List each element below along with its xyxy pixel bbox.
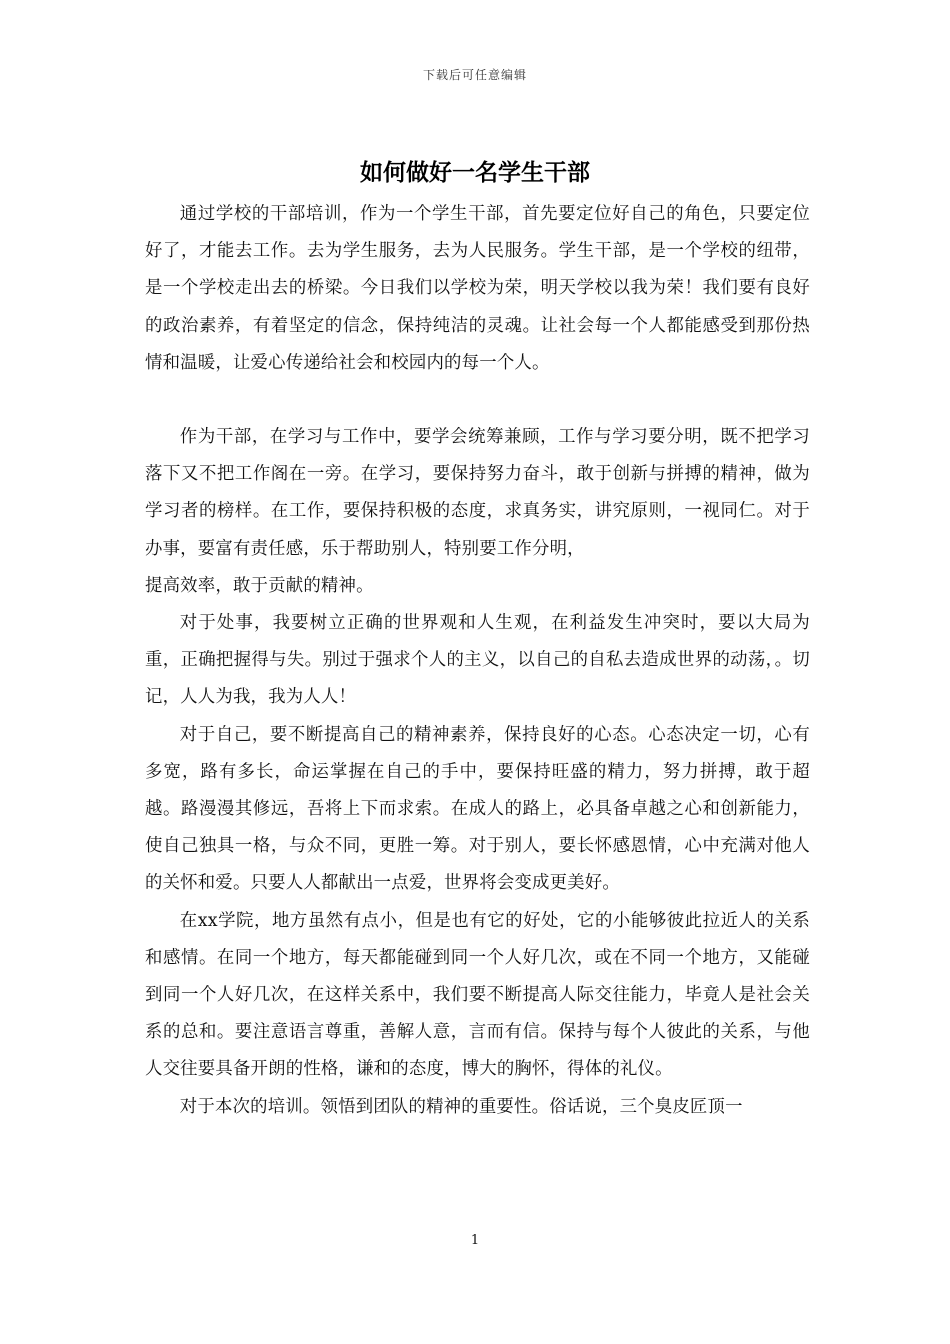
page-number: 1	[470, 1233, 480, 1248]
paragraph-4: 对于自己，要不断提高自己的精神素养，保持良好的心态。心态决定一切，心有多宽，路有多长，命运掌握在自己的手中，要保持旺盛的精力，努力拼搏，敢于超越。路漫漫其修远，吾将上下而求索。在成人的路上，必具备卓越之心和创新能力，使自己独具一格，与众不同，更胜一筹。对于别人，要长怀感恩情，心中充满对他人的关怀和爱。只要人人都献出一点爱，世界将会变成更美好。	[145, 724, 810, 894]
paragraph-2: 作为干部，在学习与工作中，要学会统筹兼顾，工作与学习要分明，既不把学习落下又不把工作阁在一旁。在学习，要保持努力奋斗，敢于创新与拼搏的精神，做为学习者的榜样。在工作，要保持积极的态度，求真务实，讲究原则，一视同仁。对于办事，要富有责任感，乐于帮助别人，特别要工作分明， 提高效率，敢于贡献的精神。	[145, 427, 810, 596]
paragraph-3: 对于处事，我要树立正确的世界观和人生观，在利益发生冲突时，要以大局为重，正确把握得与失。别过于强求个人的主义，以自己的自私去造成世界的动荡，。切记，人人为我，我为人人！	[145, 613, 810, 708]
header-note: 下载后可任意编辑	[422, 68, 527, 82]
document-body	[145, 196, 810, 1126]
document-title: 如何做好一名学生干部	[360, 159, 590, 186]
paragraph-6: 对于本次的培训。领悟到团队的精神的重要性。俗话说，三个臭皮匠顶一	[179, 1096, 743, 1117]
paragraph-1: 通过学校的干部培训，作为一个学生干部，首先要定位好自己的角色，只要定位好了，才能去工作。去为学生服务，去为人民服务。学生干部，是一个学校的纽带，是一个学校走出去的桥梁。今日我们以学校为荣，明天学校以我为荣！我们要有良好的政治素养，有着坚定的信念，保持纯洁的灵魂。让社会每一个人都能感受到那份热情和温暖，让爱心传递给社会和校园内的每一个人。	[145, 204, 810, 373]
paragraph-5: 在xx学院，地方虽然有点小，但是也有它的好处，它的小能够彼此拉近人的关系和感情。在同一个地方，每天都能碰到同一个人好几次，或在不同一个地方，又能碰到同一个人好几次，在这样关系中，我们要不断提高人际交往能力，毕竟人是社会关系的总和。要注意语言尊重，善解人意，言而有信。保持与每个人彼此的关系，与他人交往要具备开朗的性格，谦和的态度，博大的胸怀，得体的礼仪。	[145, 910, 810, 1080]
